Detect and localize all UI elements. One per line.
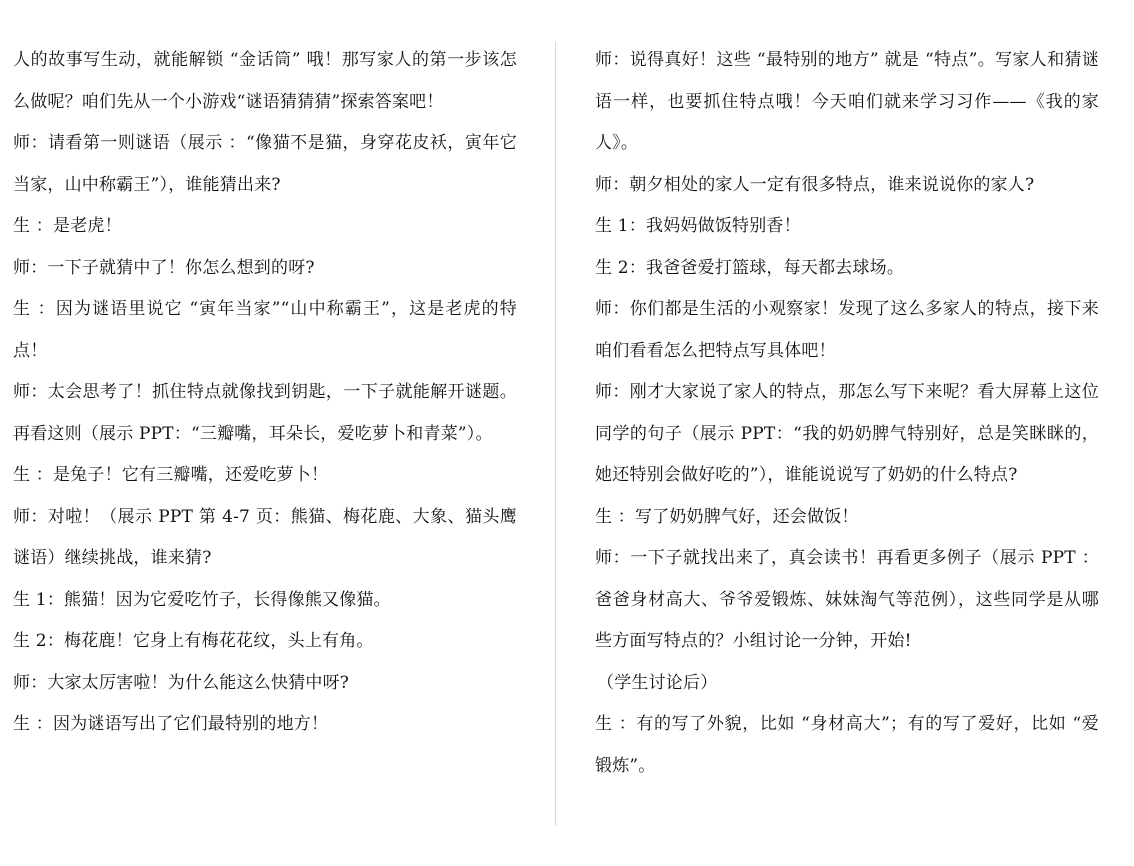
paragraph: 生 ：写了奶奶脾气好，还会做饭！: [595, 506, 859, 527]
paragraph: 师：你们都是生活的小观察家！发现了这么多家人的特点，接下来咱们看看怎么把特点写具体吧！: [595, 299, 1099, 361]
paragraph: 生 ：因为谜语写出了它们最特别的地方！: [13, 714, 329, 734]
column-divider: [555, 42, 556, 826]
paragraph: 师：一下子就猜中了！你怎么想到的呀?: [13, 257, 315, 278]
paragraph: 生 1：我妈妈做饭特别香！: [595, 216, 801, 236]
right-column: [595, 40, 1099, 787]
paragraph: 生 ：因为谜语里说它 “寅年当家”“山中称霸王”，这是老虎的特点！: [13, 299, 517, 361]
paragraph: 人的故事写生动，就能解锁 “金话筒” 哦！那写家人的第一步该怎么做呢？咱们先从一个小游戏“谜语猜猜猜”探索答案吧！: [13, 50, 517, 112]
paragraph: 师：请看第一则谜语（展示 ：“像猫不是猫，身穿花皮袄，寅年它当家，山中称霸王”），谁能猜出来?: [13, 133, 517, 195]
paragraph: 生 2：梅花鹿！它身上有梅花花纹，头上有角。: [13, 631, 374, 651]
paragraph: 师：一下子就找出来了，真会读书！再看更多例子（展示 PPT ：爸爸身材高大、爷爷爱锻炼、妹妹淘气等范例），这些同学是从哪些方面写特点的？小组讨论一分钟，开始!: [595, 548, 1099, 651]
paragraph: 师：大家太厉害啦！为什么能这么快猜中呀?: [13, 672, 350, 693]
paragraph: 师：太会思考了！抓住特点就像找到钥匙，一下子就能解开谜题。再看这则（展示 PPT：“三瓣嘴，耳朵长，爱吃萝卜和青菜”）。: [13, 382, 517, 444]
stage-direction: （学生讨论后）: [597, 672, 718, 693]
paragraph: 师：说得真好！这些 “最特别的地方” 就是 “特点”。写家人和猜谜语一样，也要抓住特点哦！今天咱们就来学习习作——《我的家人》。: [595, 50, 1099, 153]
paragraph: 师：刚才大家说了家人的特点，那怎么写下来呢？看大屏幕上这位同学的句子（展示 PPT：“我的奶奶脾气特别好，总是笑眯眯的，她还特别会做好吃的”），谁能说说写了奶奶的什么特点?: [595, 382, 1099, 485]
paragraph: 师：对啦！（展示 PPT 第 4-7 页：熊猫、梅花鹿、大象、猫头鹰谜语）继续挑战，谁来猜?: [13, 506, 517, 568]
paragraph: 生 ：有的写了外貌，比如 “身材高大”；有的写了爱好，比如 “爱锻炼”。: [595, 714, 1099, 776]
left-column: [13, 40, 517, 746]
paragraph: 生 2：我爸爸爱打篮球，每天都去球场。: [595, 257, 905, 278]
paragraph: 生 1：熊猫！因为它爱吃竹子，长得像熊又像猫。: [13, 589, 391, 610]
paragraph: 生 ：是老虎！: [13, 216, 122, 236]
paragraph: 师：朝夕相处的家人一定有很多特点，谁来说说你的家人?: [595, 174, 1035, 195]
paragraph: 生 ：是兔子！它有三瓣嘴，还爱吃萝卜！: [13, 465, 329, 485]
